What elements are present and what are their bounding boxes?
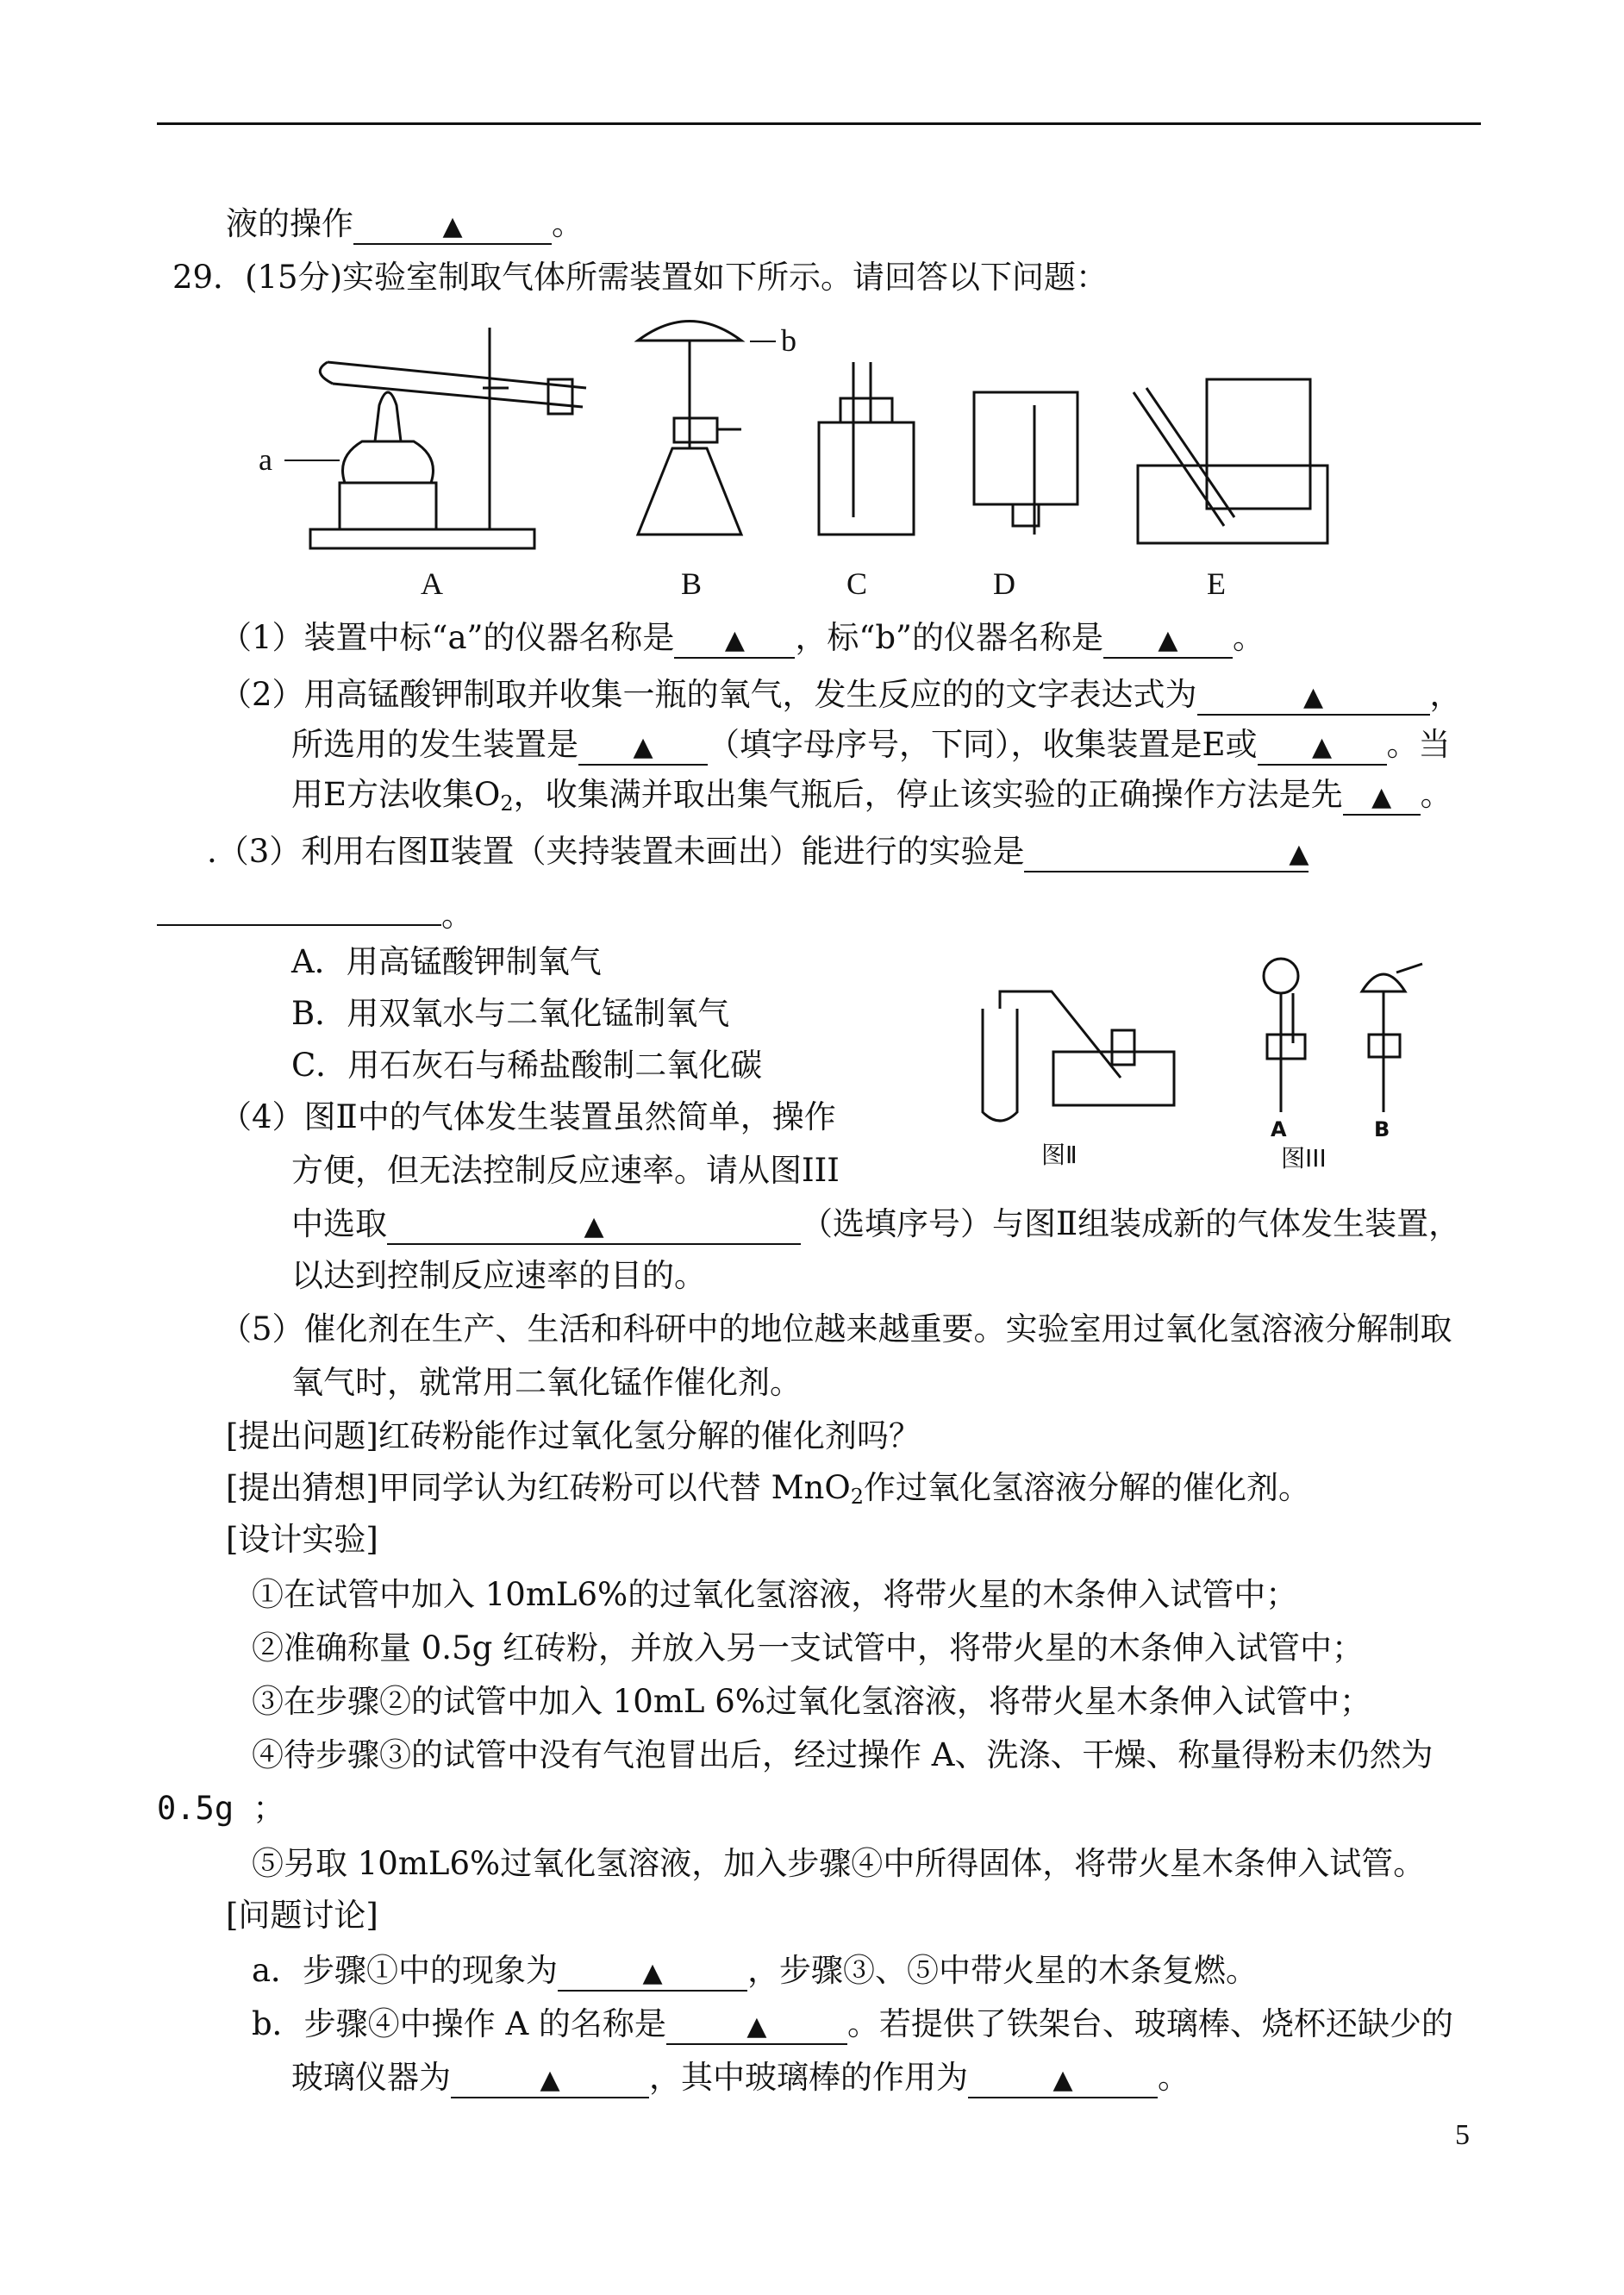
answer-blank[interactable]: ▲: [558, 1954, 747, 1992]
answer-blank[interactable]: ▲: [1258, 728, 1387, 766]
design-title: [设计实验]: [226, 1521, 378, 1558]
prev-question-line: 液的操作 ▲ 。: [226, 203, 584, 245]
hypothesis: [提出猜想]甲同学认为红砖粉可以代替 MnO$_2$作过氧化氢溶液分解的催化剂。: [226, 1469, 1310, 1509]
design-step-2: ②准确称量 0.5g 红砖粉，并放入另一支试管中，将带火星的木条伸入试管中；: [252, 1629, 1365, 1667]
part-2-line-3: 用E方法收集$O_2$，收集满并取出集气瓶后，停止该实验的正确操作方法是先 ▲ 。: [291, 776, 1452, 816]
apparatus-label-B: B: [681, 566, 703, 601]
part-1-line: （1）装置中标“a”的仪器名称是 ▲ ，标“b”的仪器名称是 ▲ 。: [220, 617, 1265, 659]
figure-2-label: 图Ⅱ: [1041, 1141, 1077, 1169]
answer-blank[interactable]: ▲: [451, 2060, 649, 2098]
answer-blank[interactable]: ▲: [578, 728, 708, 766]
design-step-4: ④待步骤③的试管中没有气泡冒出后，经过操作 A、洗涤、干燥、称量得粉末仍然为: [252, 1736, 1433, 1773]
answer-blank[interactable]: ▲: [968, 2060, 1158, 2098]
part-4-line-3: 中选取 ▲ （选填序号）与图Ⅱ组装成新的气体发生装置，: [291, 1204, 1460, 1245]
answer-blank[interactable]: ▲: [1343, 778, 1421, 816]
answer-blank[interactable]: ▲: [1103, 621, 1233, 659]
figure-3-part-b: B: [1374, 1117, 1390, 1141]
apparatus-label-E: E: [1207, 566, 1226, 601]
part-4-line-2: 方便，但无法控制反应速率。请从图III: [291, 1152, 840, 1189]
figure-3-part-a: A: [1271, 1117, 1287, 1141]
apparatus-label-C: C: [846, 566, 868, 601]
figure-3-label: 图III: [1281, 1144, 1327, 1173]
part-5-line-1: （5）催化剂在生产、生活和科研中的地位越来越重要。实验室用过氧化氢溶液分解制取: [220, 1310, 1452, 1348]
part-3-line: .（3）利用右图Ⅱ装置（夹持装置未画出）能进行的实验是 ▲: [207, 831, 1309, 872]
design-step-1: ①在试管中加入 10mL6%的过氧化氢溶液，将带火星的木条伸入试管中；: [252, 1576, 1298, 1613]
part-4-line-1: （4）图Ⅱ中的气体发生装置虽然简单，操作: [220, 1098, 836, 1135]
answer-blank[interactable]: ▲: [1024, 835, 1309, 872]
discussion-c: 玻璃仪器为 ▲ ，其中玻璃棒的作用为 ▲ 。: [291, 2057, 1190, 2098]
page-number: 5: [1455, 2119, 1470, 2151]
design-step-5: ⑤另取 10mL6%过氧化氢溶液，加入步骤④中所得固体，将带火星木条伸入试管。: [252, 1845, 1426, 1882]
part-5-line-2: 氧气时，就常用二氧化锰作催化剂。: [291, 1364, 802, 1401]
answer-blank[interactable]: ▲: [1197, 678, 1430, 716]
answer-blank[interactable]: ▲: [666, 2007, 847, 2045]
label-b: b: [781, 323, 796, 358]
answer-blank[interactable]: ▲: [387, 1207, 801, 1245]
design-step-4-cont: 0.5g ；: [157, 1790, 285, 1827]
discussion-title: [问题讨论]: [226, 1897, 378, 1934]
question-prompt: [提出问题]红砖粉能作过氧化氢分解的催化剂吗？: [226, 1417, 921, 1454]
apparatus-label-D: D: [993, 566, 1015, 601]
part-3-line-2: 。: [157, 888, 473, 936]
apparatus-label-A: A: [421, 566, 443, 601]
label-a: a: [259, 442, 272, 477]
discussion-a: a．步骤①中的现象为 ▲ ，步骤③、⑤中带火星的木条复燃。: [252, 1950, 1258, 1992]
question-29-title: 29．(15分)实验室制取气体所需装置如下所示。请回答以下问题：: [172, 259, 1109, 296]
option-a: A．用高锰酸钾制氧气: [291, 943, 602, 980]
part-4-line-4: 以达到控制反应速率的目的。: [291, 1257, 706, 1294]
option-b: B．用双氧水与二氧化锰制氧气: [291, 995, 730, 1032]
part-2-line-1: （2）用高锰酸钾制取并收集一瓶的氧气，发生反应的的文字表达式为 ▲ ，: [220, 674, 1462, 716]
discussion-b: b．步骤④中操作 A 的名称是 ▲ 。若提供了铁架台、玻璃棒、烧杯还缺少的: [252, 2004, 1453, 2045]
part-2-line-2: 所选用的发生装置是 ▲ （填字母序号，下同），收集装置是E或 ▲ 。当: [291, 724, 1451, 766]
answer-blank[interactable]: ▲: [353, 207, 552, 245]
answer-blank[interactable]: ▲: [674, 621, 795, 659]
design-step-3: ③在步骤②的试管中加入 10mL 6%过氧化氢溶液，将带火星木条伸入试管中；: [252, 1683, 1371, 1720]
option-c: C．用石灰石与稀盐酸制二氧化碳: [291, 1047, 763, 1084]
